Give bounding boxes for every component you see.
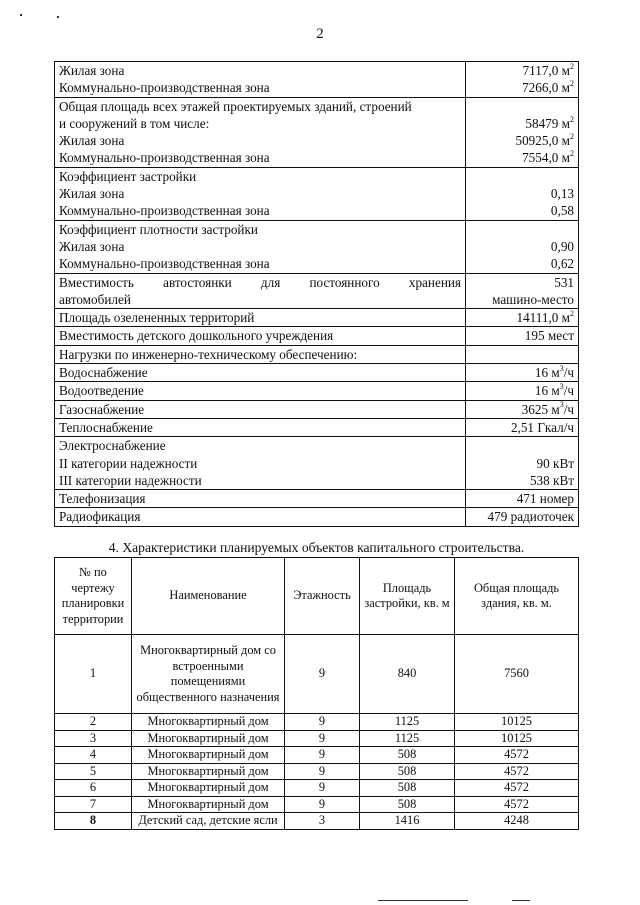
indicator-row	[55, 437, 579, 490]
indicators-table	[54, 61, 579, 527]
footprint-cell: 840	[360, 635, 455, 714]
label-line: Телефонизация	[59, 491, 146, 507]
indicator-value	[466, 400, 579, 418]
section-4-heading: 4. Характеристики планируемых объектов капитального строительства.	[108, 540, 525, 555]
label-line: Жилая зона	[59, 238, 125, 254]
col-header-name: Наименование	[132, 558, 285, 635]
indicator-label	[55, 382, 466, 400]
indicator-row	[55, 309, 579, 327]
indicator-row	[55, 508, 579, 526]
value-line: 7554,0 $м^2$	[522, 149, 574, 166]
indicator-row	[55, 418, 579, 436]
object-row	[55, 763, 579, 780]
indicator-row	[55, 273, 579, 309]
indicator-row	[55, 97, 579, 167]
label-line: Водоотведение	[59, 383, 144, 399]
floors-cell: 9	[285, 714, 360, 731]
indicator-label	[55, 309, 466, 327]
footprint-cell: 508	[360, 796, 455, 813]
label-line: Нагрузки по инженерно-техническому обеспечению:	[59, 346, 358, 362]
footer-rule	[378, 900, 468, 901]
total-area-cell: 4248	[455, 813, 579, 830]
indicator-label	[55, 400, 466, 418]
label-line: автомобилей	[59, 291, 131, 307]
scan-speck	[20, 14, 22, 16]
footprint-cell: 508	[360, 763, 455, 780]
indicator-value	[466, 345, 579, 363]
number-cell: 2	[55, 714, 132, 731]
label-line: Коммунально-производственная зона	[59, 150, 270, 166]
value-line: 0,62	[550, 256, 574, 272]
label-line: Коэффициент застройки	[59, 168, 197, 184]
value-line: 471 номер	[516, 491, 574, 507]
indicator-value	[466, 167, 579, 220]
indicator-value	[466, 490, 579, 508]
name-cell: Многоквартирный дом	[132, 763, 285, 780]
label-line: Радиофикация	[59, 509, 141, 525]
floors-cell: 9	[285, 747, 360, 764]
indicator-value	[466, 508, 579, 526]
indicator-value	[466, 62, 579, 98]
label-line: и сооружений в том числе:	[59, 115, 210, 131]
label-line: Коэффициент плотности застройки	[59, 221, 258, 237]
scan-speck	[57, 16, 59, 18]
total-area-cell: 7560	[455, 635, 579, 714]
col-header-floors: Этажность	[285, 558, 360, 635]
number-cell: 8	[55, 813, 132, 830]
indicator-row	[55, 62, 579, 98]
object-row	[55, 747, 579, 764]
value-line: 0,13	[550, 186, 574, 202]
indicator-row	[55, 400, 579, 418]
value-line: 538 кВт	[529, 472, 574, 488]
indicator-row	[55, 364, 579, 382]
indicator-value	[466, 97, 579, 167]
label-line: Жилая зона	[59, 63, 125, 78]
indicator-value	[466, 220, 579, 273]
label-line: Жилая зона	[59, 133, 125, 149]
footprint-cell: 1125	[360, 714, 455, 731]
value-line: 531	[554, 274, 574, 290]
indicator-row	[55, 167, 579, 220]
footer-rule	[512, 900, 530, 901]
col-header-number: № по чертежу планировки территории	[55, 558, 132, 635]
indicator-label	[55, 167, 466, 220]
indicator-label	[55, 345, 466, 363]
indicator-label	[55, 97, 466, 167]
value-line: 14111,0 $м^2$	[516, 308, 574, 326]
value-line: 90 кВт	[536, 455, 574, 471]
value-line: 16 $м^3/ч$	[534, 363, 574, 381]
label-line: Электроснабжение	[59, 438, 166, 454]
value-line: 7117,0 $м^2$	[522, 61, 574, 78]
value-line: 50925,0 $м^2$	[515, 131, 574, 149]
indicator-row	[55, 327, 579, 345]
floors-cell: 3	[285, 813, 360, 830]
indicator-value	[466, 273, 579, 309]
total-area-cell: 4572	[455, 763, 579, 780]
footprint-cell: 1416	[360, 813, 455, 830]
floors-cell: 9	[285, 780, 360, 797]
object-row	[55, 780, 579, 797]
object-row	[55, 730, 579, 747]
indicator-label	[55, 490, 466, 508]
object-row	[55, 796, 579, 813]
indicator-value	[466, 364, 579, 382]
name-cell: Детский сад, детские ясли	[132, 813, 285, 830]
indicator-label	[55, 220, 466, 273]
total-area-cell: 4572	[455, 747, 579, 764]
indicator-row	[55, 490, 579, 508]
indicator-label	[55, 508, 466, 526]
value-line: 195 мест	[524, 328, 574, 344]
number-cell: 4	[55, 747, 132, 764]
name-cell: Многоквартирный дом	[132, 714, 285, 731]
label-line: Теплоснабжение	[59, 419, 153, 435]
floors-cell: 9	[285, 763, 360, 780]
label-line: Коммунально-производственная зона	[59, 203, 270, 219]
floors-cell: 9	[285, 730, 360, 747]
number-cell: 7	[55, 796, 132, 813]
indicator-value	[466, 327, 579, 345]
indicator-row	[55, 345, 579, 363]
value-line: 3625 $м^3/ч$	[521, 400, 574, 417]
objects-table	[54, 557, 579, 830]
indicator-label	[55, 62, 466, 98]
number-cell: 1	[55, 635, 132, 714]
value-line: 479 радиоточек	[487, 509, 574, 525]
object-row	[55, 714, 579, 731]
number-cell: 5	[55, 763, 132, 780]
value-line: 16 $м^3/ч$	[534, 381, 574, 399]
total-area-cell: 10125	[455, 714, 579, 731]
total-area-cell: 4572	[455, 796, 579, 813]
indicator-label	[55, 327, 466, 345]
label-line: II категории надежности	[59, 455, 198, 471]
indicator-row	[55, 220, 579, 273]
indicator-value	[466, 437, 579, 490]
total-area-cell: 4572	[455, 780, 579, 797]
label-line: Водоснабжение	[59, 365, 148, 381]
indicator-label	[55, 437, 466, 490]
label-line: Жилая зона	[59, 186, 125, 202]
indicator-row	[55, 382, 579, 400]
number-cell: 6	[55, 780, 132, 797]
indicator-value	[466, 309, 579, 327]
object-row	[55, 813, 579, 830]
name-cell: Многоквартирный дом со встроенными помещениями общественного назначения	[132, 635, 285, 714]
name-cell: Многоквартирный дом	[132, 780, 285, 797]
name-cell: Многоквартирный дом	[132, 747, 285, 764]
number-cell: 3	[55, 730, 132, 747]
label-line: Площадь озелененных территорий	[59, 310, 255, 326]
label-line: III категории надежности	[59, 472, 202, 488]
col-header-footprint: Площадь застройки, кв. м	[360, 558, 455, 635]
label-line: Вместимость детского дошкольного учреждения	[59, 328, 334, 344]
footprint-cell: 508	[360, 747, 455, 764]
label-line: Коммунально-производственная зона	[59, 80, 270, 96]
indicator-value	[466, 382, 579, 400]
page-number: 2	[316, 26, 324, 42]
label-line: Коммунально-производственная зона	[59, 256, 270, 272]
indicator-label	[55, 364, 466, 382]
label-line: Вместимость автостоянки для постоянного хранения	[59, 274, 461, 290]
label-line: Общая площадь всех этажей проектируемых зданий, строений	[59, 98, 412, 114]
value-line: 7266,0 $м^2$	[522, 78, 574, 96]
value-line: 0,58	[550, 203, 574, 219]
footprint-cell: 1125	[360, 730, 455, 747]
total-area-cell: 10125	[455, 730, 579, 747]
floors-cell: 9	[285, 635, 360, 714]
value-line: 0,90	[550, 238, 574, 254]
name-cell: Многоквартирный дом	[132, 730, 285, 747]
indicator-label	[55, 418, 466, 436]
indicator-value	[466, 418, 579, 436]
value-line: 58479 $м^2$	[525, 114, 574, 131]
col-header-total-area: Общая площадь здания, кв. м.	[455, 558, 579, 635]
footprint-cell: 508	[360, 780, 455, 797]
label-line: Газоснабжение	[59, 401, 145, 417]
object-row	[55, 635, 579, 714]
indicator-label	[55, 273, 466, 309]
value-line: машино-место	[492, 291, 574, 307]
name-cell: Многоквартирный дом	[132, 796, 285, 813]
value-line: 2,51 Гкал/ч	[510, 419, 574, 435]
floors-cell: 9	[285, 796, 360, 813]
